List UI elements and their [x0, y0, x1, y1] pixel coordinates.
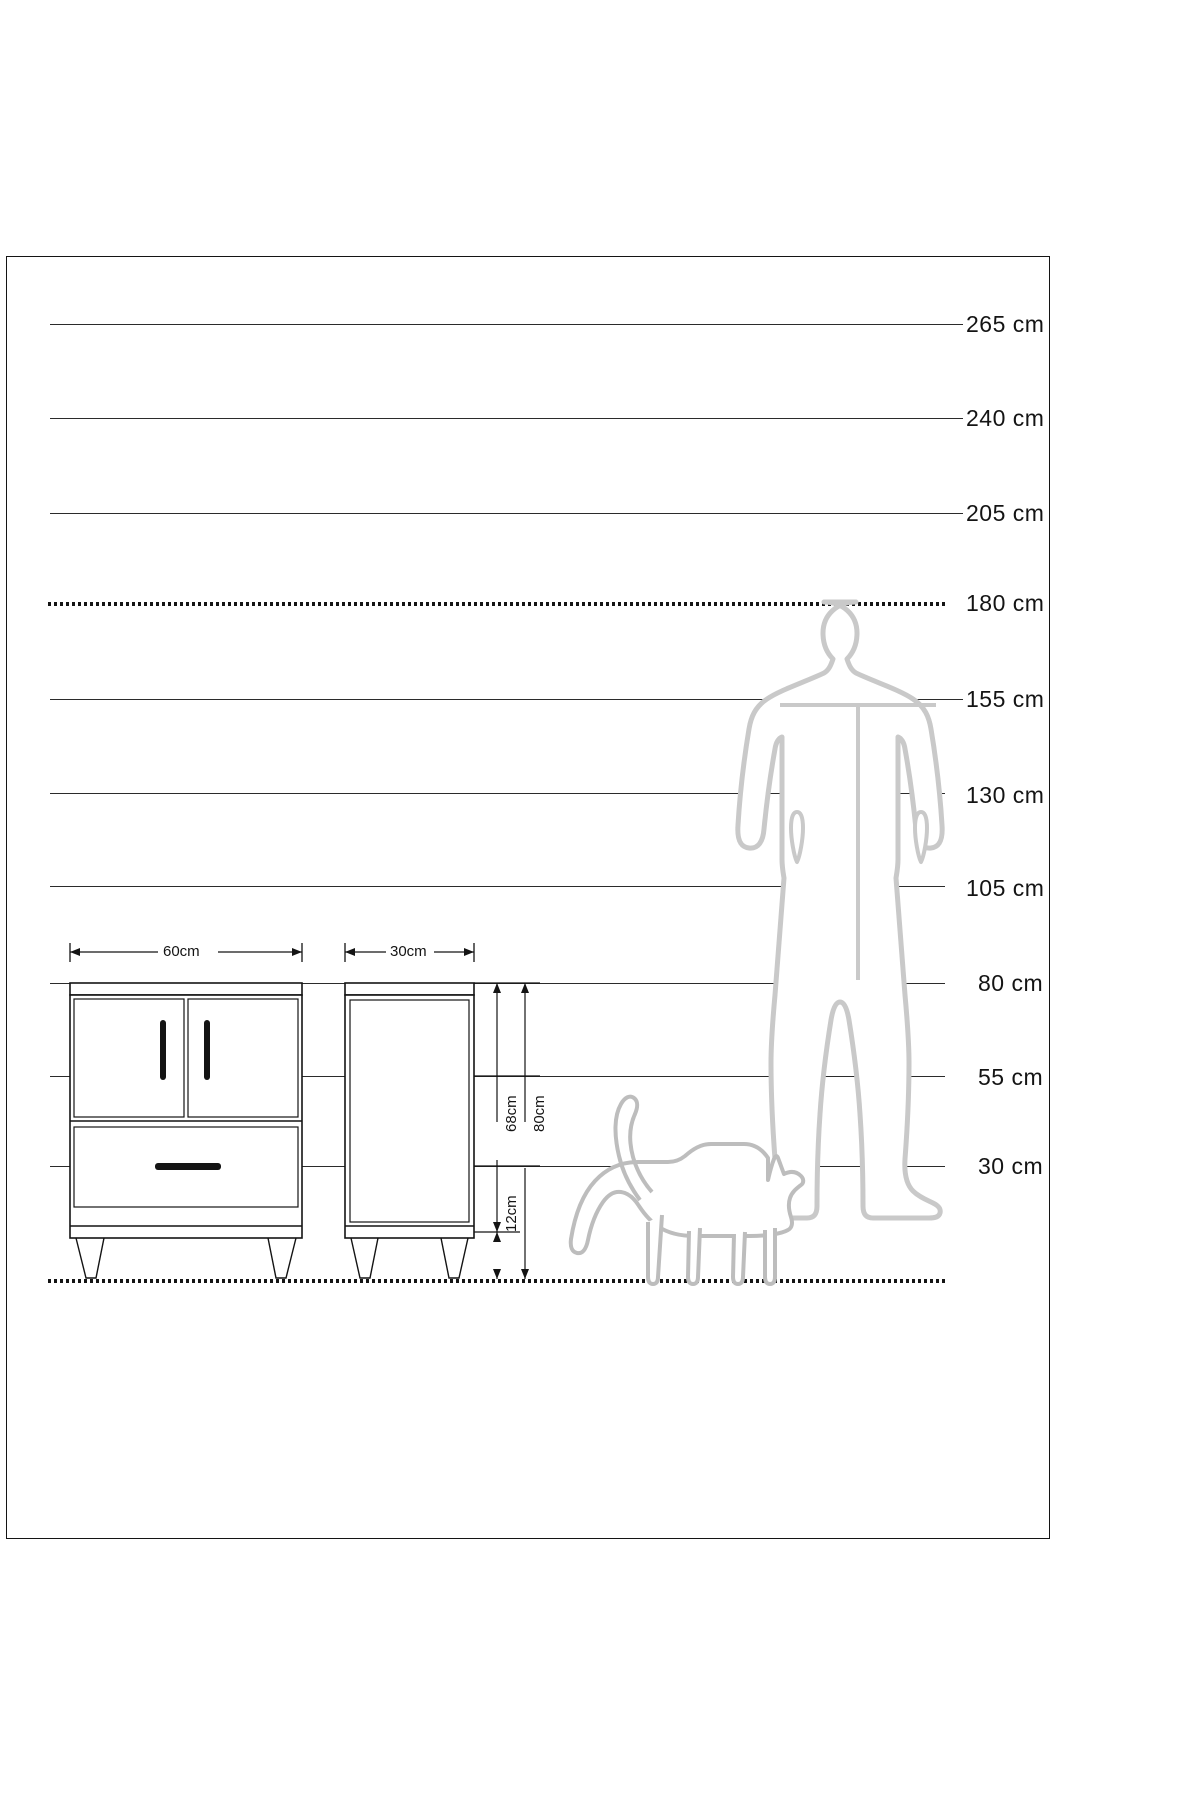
scale-label-240: 240 cm: [966, 405, 1045, 431]
scale-line-55: [50, 1076, 945, 1077]
scale-label-265: 265 cm: [966, 311, 1045, 337]
scale-label-55: 55 cm: [978, 1064, 1044, 1090]
scale-line-30: [50, 1166, 945, 1167]
scale-tick-240: [945, 418, 963, 419]
scale-tick-265: [945, 324, 963, 325]
height-dimension-label-68cm: 68cm: [503, 1095, 520, 1132]
scale-line-130: [50, 793, 945, 794]
scale-tick-55: [927, 1076, 945, 1077]
scale-line-205: [50, 513, 945, 514]
scale-line-105: [50, 886, 945, 887]
scale-line-180-hatched: [48, 602, 945, 606]
diagram-frame: [6, 256, 1050, 1539]
scale-tick-80: [927, 983, 945, 984]
scale-label-105: 105 cm: [966, 875, 1045, 901]
scale-line-240: [50, 418, 945, 419]
scale-tick-155: [945, 699, 963, 700]
scale-tick-30: [927, 1166, 945, 1167]
scale-tick-205: [945, 513, 963, 514]
scale-line-265: [50, 324, 945, 325]
scale-line-155: [50, 699, 945, 700]
scale-label-130: 130 cm: [966, 782, 1045, 808]
scale-label-80: 80 cm: [978, 970, 1044, 996]
scale-label-180: 180 cm: [966, 590, 1045, 616]
height-dimension-label-80cm: 80cm: [531, 1095, 548, 1132]
height-dimension-label-12cm: 12cm: [503, 1195, 520, 1232]
width-dimension-label-60cm: 60cm: [163, 943, 200, 960]
floor-line-hatched: [48, 1279, 945, 1283]
width-dimension-label-30cm: 30cm: [390, 943, 427, 960]
scale-label-205: 205 cm: [966, 500, 1045, 526]
scale-label-155: 155 cm: [966, 686, 1045, 712]
scale-line-80: [50, 983, 945, 984]
scale-label-30: 30 cm: [978, 1153, 1044, 1179]
